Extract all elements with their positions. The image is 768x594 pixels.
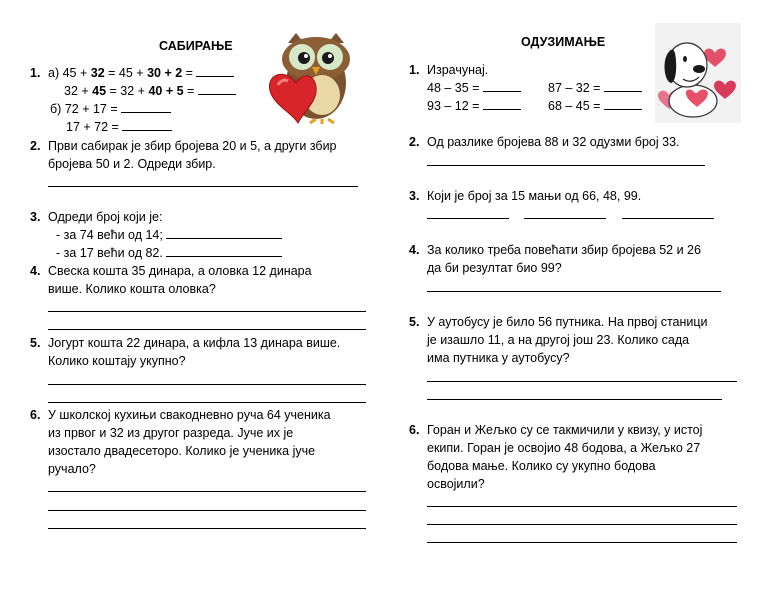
answer-blank[interactable] (122, 119, 172, 131)
task-6-line-1: У школској кухињи свакодневно руча 64 ученика (48, 408, 331, 422)
expression: 93 – 12 = (427, 97, 521, 116)
task-5-line-2: је изашло 11, а на другој још 23. Колико сада (427, 333, 690, 347)
task-4-line-1: За колико треба повећати збир бројева 52 и 26 (427, 243, 701, 257)
answer-line[interactable] (622, 218, 714, 219)
task-6-number: 6. (30, 408, 41, 422)
answer-line[interactable] (48, 528, 366, 529)
task-2-number: 2. (409, 135, 420, 149)
task-6-number: 6. (409, 423, 420, 437)
answer-line[interactable] (427, 542, 737, 543)
task-3-line-1: Одреди број који је: (48, 210, 163, 224)
task-4-line-1: Свеска кошта 35 динара, а оловка 12 динара (48, 264, 312, 278)
task-1-instruction: Израчунај. (427, 63, 489, 77)
answer-line[interactable] (48, 510, 366, 511)
answer-line[interactable] (524, 218, 606, 219)
task-1b-row-1: б) 72 + 17 = (50, 100, 171, 119)
expression: 87 – 32 = (548, 79, 642, 98)
answer-blank[interactable] (166, 245, 282, 257)
task-5-number: 5. (30, 336, 41, 350)
task-3-option-1: - за 74 већи од 14; (56, 226, 282, 245)
task-4-line-2: да би резултат био 99? (427, 261, 562, 275)
answer-line[interactable] (427, 291, 721, 292)
task-2-line-2: бројева 50 и 2. Одреди збир. (48, 157, 216, 171)
answer-line[interactable] (48, 311, 366, 312)
task-5-line-2: Колико коштају укупно? (48, 354, 186, 368)
answer-line[interactable] (48, 186, 358, 187)
answer-blank[interactable] (604, 98, 642, 110)
task-1a-row-2: 32 + 45 = 32 + 40 + 5 = (64, 82, 236, 101)
task-5-line-1: Јогурт кошта 22 динара, а кифла 13 динара више. (48, 336, 341, 350)
task-1a-row-1: а) 45 + 32 = 45 + 30 + 2 = (48, 64, 234, 83)
owl-with-heart-icon (266, 27, 356, 125)
subtraction-title: ОДУЗИМАЊЕ (521, 35, 606, 49)
task-2-line-1: Први сабирак је збир бројева 20 и 5, а други збир (48, 139, 337, 153)
task-6-line-3: изостало двадесеторо. Колико је ученика јуче (48, 444, 316, 458)
task-3-option-2: - за 17 већи од 82. (56, 244, 282, 263)
answer-line[interactable] (48, 402, 366, 403)
task-4-number: 4. (409, 243, 420, 257)
task-4-number: 4. (30, 264, 41, 278)
answer-blank[interactable] (483, 80, 521, 92)
answer-blank[interactable] (198, 83, 236, 95)
task-5-number: 5. (409, 315, 420, 329)
answer-blank[interactable] (483, 98, 521, 110)
answer-line[interactable] (427, 165, 705, 166)
task-6-line-4: освојили? (427, 477, 485, 491)
expression: 48 – 35 = (427, 79, 521, 98)
task-1-number: 1. (409, 63, 420, 77)
answer-line[interactable] (427, 218, 509, 219)
task-1b-row-2: 17 + 72 = (66, 118, 172, 137)
answer-line[interactable] (427, 381, 737, 382)
answer-line[interactable] (427, 506, 737, 507)
answer-blank[interactable] (121, 101, 171, 113)
expression: 68 – 45 = (548, 97, 642, 116)
answer-blank[interactable] (166, 227, 282, 239)
task-1-number: 1. (30, 66, 41, 80)
task-5-line-1: У аутобусу је било 56 путника. На првој станици (427, 315, 708, 329)
addition-title: САБИРАЊЕ (159, 39, 233, 53)
task-2-line-1: Од разлике бројева 88 и 32 одузми број 33. (427, 135, 680, 149)
task-6-line-3: бодова мање. Колико су укупно бодова (427, 459, 656, 473)
task-6-line-4: ручало? (48, 462, 96, 476)
answer-line[interactable] (427, 524, 737, 525)
task-4-line-2: више. Колико кошта оловка? (48, 282, 216, 296)
task-2-number: 2. (30, 139, 41, 153)
task-6-line-2: из првог и 32 из другог разреда. Јуче их је (48, 426, 294, 440)
task-6-line-2: екипи. Горан је освојио 48 бодова, а Жељко 27 (427, 441, 701, 455)
task-5-line-3: има путника у аутобусу? (427, 351, 570, 365)
answer-line[interactable] (48, 329, 366, 330)
task-3-number: 3. (409, 189, 420, 203)
answer-blank[interactable] (604, 80, 642, 92)
task-3-number: 3. (30, 210, 41, 224)
task-3-line-1: Који је број за 15 мањи од 66, 48, 99. (427, 189, 642, 203)
answer-line[interactable] (48, 491, 366, 492)
answer-line[interactable] (48, 384, 366, 385)
task-6-line-1: Горан и Жељко су се такмичили у квизу, у истој (427, 423, 703, 437)
answer-blank[interactable] (196, 65, 234, 77)
answer-line[interactable] (427, 399, 722, 400)
puppy-with-hearts-icon (655, 23, 741, 123)
